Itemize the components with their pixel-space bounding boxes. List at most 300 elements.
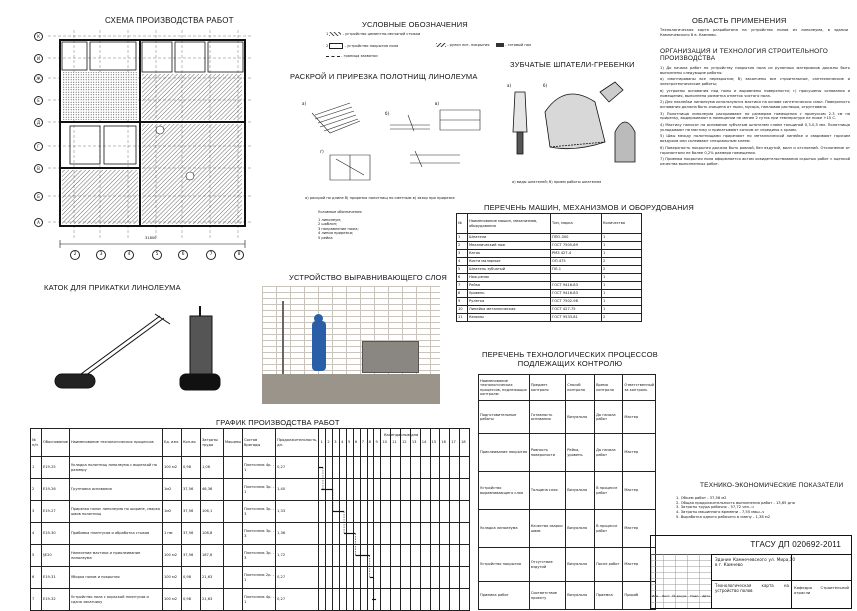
tep-item: 5. Выработка одного рабочего в смену - 1,38 м2 (676, 514, 771, 519)
table-row (479, 472, 656, 510)
cell: Е19-30 (42, 523, 70, 545)
day-cell (346, 589, 353, 611)
cell: 1 (602, 274, 642, 282)
day-cell (450, 545, 460, 567)
cell: Толщина слоя (529, 472, 565, 510)
axis-bubble: 2 (70, 250, 80, 260)
day-cell (450, 589, 460, 611)
day-cell (360, 523, 367, 545)
note-item: 2 шаблон; (318, 222, 338, 227)
cell: Плиточник 3р. - 1 (243, 479, 276, 501)
legend-title: УСЛОВНЫЕ ОБОЗНАЧЕНИЯ (362, 20, 468, 29)
axis-bubble: 5 (152, 250, 162, 260)
cell: ГОСТ 7505-89 (551, 242, 602, 250)
cell: До начала работ (595, 401, 623, 434)
col-header: Затраты труда (200, 429, 223, 457)
day-cell (374, 501, 381, 523)
table-row (457, 282, 642, 290)
col-header: Кол-во (181, 429, 200, 457)
day-cell (353, 457, 360, 479)
table-row (31, 545, 470, 567)
table-row (479, 401, 656, 434)
cell: Прораб (623, 582, 656, 610)
table-row (457, 306, 642, 314)
cell: 108,8 (200, 523, 223, 545)
cell: ГОСТ 9533-81 (551, 314, 602, 322)
cell: 11 (457, 314, 468, 322)
day-cell (410, 523, 420, 545)
cell: 4 (31, 523, 42, 545)
legend-swatch (329, 43, 343, 49)
cell: Визуально (566, 510, 595, 548)
day-cell (391, 589, 401, 611)
cell: Устройство пола с окраской плинтусов и сдача заказчику (69, 589, 162, 611)
worker-head (314, 314, 323, 323)
day-cell (367, 567, 374, 589)
cell: Прирезка полос линолеума по ширине, сварка швов полотнищ (69, 501, 162, 523)
cut-label-d: г) (320, 149, 324, 154)
axis-bubble: Е (34, 96, 43, 105)
day-cell (460, 479, 470, 501)
day-header: 18 (460, 429, 470, 457)
col-header: Продолжительность, дн. (276, 429, 319, 457)
cell: 10 (457, 306, 468, 314)
org-paragraph: в) устроены основания под полы и выровнены поверхности; г) просушены основания и помещения, выполнена разметка отметок чистого пола. (660, 88, 850, 98)
machines-table (456, 213, 642, 322)
worker-figure (312, 321, 326, 371)
cutting-caption: а) раскрой по длине б) прирезка полотнищ по сметным в) зазор при прирезке (305, 196, 455, 200)
table-row (457, 234, 642, 242)
day-cell (381, 567, 391, 589)
day-header: 4 (340, 429, 347, 457)
stamp-label: № докум. (672, 594, 688, 598)
day-cell (381, 589, 391, 611)
table-row (457, 258, 642, 266)
cell: 1 пм (162, 523, 181, 545)
cell: 37,56 (181, 523, 200, 545)
cell: 21,63 (200, 567, 223, 589)
day-header: 10 (381, 429, 391, 457)
cell: 7 (457, 282, 468, 290)
cell: ОП-475 (551, 258, 602, 266)
cell: ГОСТ 7502-98 (551, 298, 602, 306)
cell: После работ (595, 548, 623, 582)
cell: 2 (457, 242, 468, 250)
scope-title: ОБЛАСТЬ ПРИМЕНЕНИЯ (692, 16, 787, 25)
day-cell (420, 589, 430, 611)
cell: 1 (602, 290, 642, 298)
cell: ППО-300 (551, 234, 602, 242)
cell: Е19-26 (42, 479, 70, 501)
day-cell (460, 457, 470, 479)
cell: 1 (602, 242, 642, 250)
stamp-divider (711, 580, 851, 581)
cell: 100 м2 (162, 457, 181, 479)
day-cell (340, 545, 347, 567)
floor-plan-drawing (30, 26, 260, 258)
cell: 3 (31, 501, 42, 523)
cell: 1 (31, 457, 42, 479)
cell (223, 523, 242, 545)
tep-title: ТЕХНИКО-ЭКОНОМИЧЕСКИЕ ПОКАЗАТЕЛИ (700, 482, 844, 489)
cell: 21,63 (200, 589, 223, 611)
day-cell (440, 589, 450, 611)
col-header: Обоснование (42, 429, 70, 457)
day-cell (319, 567, 326, 589)
cell: Плиточник 3р. - 3 (243, 545, 276, 567)
day-cell (460, 589, 470, 611)
col-header: Количество (602, 214, 642, 234)
day-cell (374, 589, 381, 611)
processes-title-text: ПЕРЕЧЕНЬ ТЕХНОЛОГИЧЕСКИХ ПРОЦЕССОВ ПОДЛЕЖАЩИХ КОНТРОЛЮ (482, 350, 658, 368)
day-cell (360, 589, 367, 611)
cell: Мастер (623, 401, 656, 434)
axis-bubble: 6 (178, 250, 188, 260)
day-cell (420, 523, 430, 545)
cell: 187,6 (200, 545, 223, 567)
day-cell (319, 457, 326, 479)
plan-dimension: 31800 (145, 236, 157, 240)
table-row (479, 548, 656, 582)
day-cell (420, 457, 430, 479)
day-cell (326, 567, 333, 589)
day-cell (340, 567, 347, 589)
col-header: Ед. изм. (162, 429, 181, 457)
axis-bubble: 3 (96, 250, 106, 260)
stamp-label: Дата (702, 594, 710, 598)
day-cell (319, 523, 326, 545)
org-paragraph: 7) Приемка покрытия пола оформляется актом освидетельствования скрытых работ с оценкой качества выполненных работ. (660, 157, 850, 166)
table-header-row (31, 429, 470, 457)
day-cell (374, 479, 381, 501)
legend-swatch (496, 43, 504, 47)
day-cell (333, 523, 340, 545)
day-cell (381, 501, 391, 523)
day-cell (353, 589, 360, 611)
cell: Плиточник 4р. - 1 (243, 457, 276, 479)
day-cell (430, 457, 440, 479)
legend-num: 1 (326, 32, 329, 36)
tep-item: 3. Затраты труда рабочих - 57,72 чел.-ч (676, 505, 754, 510)
cut-label-c: в) (435, 101, 439, 106)
day-cell (367, 479, 374, 501)
table-row (457, 274, 642, 282)
stamp-vdivider (791, 554, 792, 608)
tep-item: 2. Общая продолжительность выполнения работ - 13,65 дня (676, 500, 795, 505)
org-paragraph: 2) Для наклейки линолеума используются мастики на основе синтетических смол. Поверхность основания должна быть очищена от пыли, мусора, наплывов раствора, огрунтована. (660, 100, 850, 109)
cell: Приемка (595, 582, 623, 610)
table-row (31, 501, 470, 523)
day-cell (319, 479, 326, 501)
axis-bubble: В (34, 164, 43, 173)
title-block (650, 535, 852, 609)
day-cell (391, 523, 401, 545)
legend-item (436, 43, 496, 47)
roller-title: КАТОК ДЛЯ ПРИКАТКИ ЛИНОЛЕУМА (44, 283, 181, 292)
legend-swatch (329, 32, 341, 36)
day-cell (374, 457, 381, 479)
cell: 1 (602, 282, 642, 290)
day-cell (333, 501, 340, 523)
spatula-sketch (505, 72, 645, 182)
tep-item: 4. Затраты машинного времени - 7,55 маш.-ч (676, 510, 765, 515)
col-header: Тип, марка (551, 214, 602, 234)
cell: Устройство выравнивающего слоя (479, 472, 530, 510)
table-row (31, 457, 470, 479)
cell: Устройство покрытия (479, 548, 530, 582)
stamp-building: Здание Камнечевского ул. Мира,10 в г. Камнево (715, 557, 795, 567)
col-header: Машины (223, 429, 242, 457)
day-cell (340, 479, 347, 501)
day-header: 12 (401, 429, 411, 457)
day-cell (360, 457, 367, 479)
cell (223, 501, 242, 523)
day-cell (381, 545, 391, 567)
tep-item: 1. Объем работ - 37,56 м2 (676, 496, 727, 500)
day-header: 14 (420, 429, 430, 457)
day-cell (450, 501, 460, 523)
note-item: 3 направление ножа; (318, 226, 359, 231)
day-header: 1 (319, 429, 326, 457)
day-cell (440, 523, 450, 545)
spatulas-caption: а) виды шпателей; б) прием работы шпателем (512, 180, 602, 184)
roller-sketch (40, 296, 240, 406)
day-cell (333, 589, 340, 611)
day-cell (346, 457, 353, 479)
day-cell (420, 479, 430, 501)
axis-bubble: К (34, 32, 43, 41)
day-cell (381, 523, 391, 545)
cutting-sketch (290, 85, 495, 195)
day-cell (360, 479, 367, 501)
org-paragraph: 3) Полотнища линолеума раскраивают по размерам помещения с припуском 2-3 см на прирезку, выдерживают в помещении не менее 2 суток при температуре не ниже +15 С. (660, 111, 850, 121)
cell: §Е20 (42, 545, 70, 567)
cell: 100 м2 (162, 567, 181, 589)
day-cell (420, 545, 430, 567)
axis-bubble: 7 (206, 250, 216, 260)
table-row (457, 250, 642, 258)
cell: 9 (457, 298, 468, 306)
day-cell (353, 545, 360, 567)
day-cell (353, 501, 360, 523)
col-header: № (457, 214, 468, 234)
cell: Шпатели (468, 234, 551, 242)
day-header: 9 (374, 429, 381, 457)
table-row (457, 290, 642, 298)
table-row (31, 567, 470, 589)
day-cell (450, 479, 460, 501)
table-row (457, 266, 642, 274)
col-header: Наименование машин, механизмов, оборудования (468, 214, 551, 234)
day-cell (401, 523, 411, 545)
day-cell (346, 501, 353, 523)
day-cell (367, 523, 374, 545)
org-paragraph: 6) Поверхность покрытия должна быть ровной, без вздутий, волн и отслоений. Отклонение от горизонтали не более 0,2% размера помещения. (660, 145, 850, 155)
scope-intro: Технологическая карта разработана на устройство полов из линолеума, в здании Камнечевского 8 в. Камнево. (660, 28, 848, 37)
day-cell (353, 523, 360, 545)
table-header-row (479, 375, 656, 401)
day-cell (410, 501, 420, 523)
cell: 0,98 (181, 589, 200, 611)
legend-text: - устройство цементно-песчаной стяжки (342, 32, 421, 36)
cell: 6 (457, 274, 468, 282)
day-cell (391, 567, 401, 589)
cell: Плиточник 3р. - 3 (243, 523, 276, 545)
day-cell (401, 545, 411, 567)
note-item: 4 линия прирезки; (318, 231, 354, 236)
cell: 1 (602, 234, 642, 242)
col-header: Способ контроля (566, 375, 595, 401)
axis-bubble: И (34, 54, 43, 63)
day-cell (401, 479, 411, 501)
cell: Шпатель зубчатый (468, 266, 551, 274)
cell (223, 545, 242, 567)
axis-bubble: 4 (124, 250, 134, 260)
cell: Е19-25 (42, 457, 70, 479)
cell: Уборка полов и покрытия (69, 567, 162, 589)
cell: Нож-резак (468, 274, 551, 282)
cell: 0,98 (181, 457, 200, 479)
day-header: 17 (450, 429, 460, 457)
org-title: ОРГАНИЗАЦИЯ И ТЕХНОЛОГИЯ СТРОИТЕЛЬНОГО ПРОИЗВОДСТВА (660, 48, 828, 62)
day-cell (326, 501, 333, 523)
day-cell (410, 457, 420, 479)
day-cell (333, 545, 340, 567)
cell: В процессе работ (595, 472, 623, 510)
day-cell (430, 523, 440, 545)
day-cell (410, 479, 420, 501)
cell: Прибивка плинтусов и обработка стыков (69, 523, 162, 545)
day-header: 5 (346, 429, 353, 457)
day-cell (319, 501, 326, 523)
org-paragraph: 4) Мастику наносят на основание зубчатым шпателем слоем толщиной 0,3-0,5 мм. Полотнища укладывают на мастику и прикатывают катком от середины к краям. (660, 123, 850, 132)
cell: 5 (31, 545, 42, 567)
table-row (457, 314, 642, 322)
cell (223, 589, 242, 611)
cell: 2 (602, 266, 642, 274)
cell: Приклеивание покрытия (479, 434, 530, 472)
cell: 4 (457, 258, 468, 266)
col-header: № п/п (31, 429, 42, 457)
day-cell (430, 567, 440, 589)
col-header: Ответственный за контроль (623, 375, 656, 401)
cell: 3 (457, 250, 468, 258)
cell: 1м2 (162, 479, 181, 501)
cell: 6 (31, 567, 42, 589)
day-cell (410, 567, 420, 589)
cell: ГОСТ 427-75 (551, 306, 602, 314)
legend-num: 2 (326, 44, 329, 48)
day-header: 11 (391, 429, 401, 457)
org-paragraph: 5) Швы между полотнищами прирезают по металлической линейке и сваривают горячим воздухом или склеивают специальным клеем. (660, 134, 850, 144)
day-cell (374, 567, 381, 589)
day-cell (401, 501, 411, 523)
cell: 1 (602, 298, 642, 306)
table-row (457, 298, 642, 306)
cell: Качество сварки швов (529, 510, 565, 548)
day-cell (367, 457, 374, 479)
day-header: 7 (360, 429, 367, 457)
cell: 46,36 (200, 479, 223, 501)
cell: Приемка работ (479, 582, 530, 610)
cell: ГОСТ 9416-83 (551, 290, 602, 298)
spatulas-title: ЗУБЧАТЫЕ ШПАТЕЛИ-ГРЕБЕНКИ (510, 60, 635, 69)
cell: Мастер (623, 434, 656, 472)
day-cell (401, 457, 411, 479)
cell: Укладка линолеума (479, 510, 530, 548)
cell: 1,06 (200, 457, 223, 479)
day-cell (326, 545, 333, 567)
schedule-table (30, 428, 470, 611)
day-cell (367, 545, 374, 567)
day-cell (367, 589, 374, 611)
stamp-sheet-name: Технологическая карта на устройство полов (715, 583, 789, 593)
cell: До начала работ (595, 434, 623, 472)
cell: 1 (457, 234, 468, 242)
cell: 1,33 (276, 501, 319, 523)
day-cell (391, 479, 401, 501)
cell: Рейка (468, 282, 551, 290)
day-cell (440, 545, 450, 567)
cell: 1м2 (162, 501, 181, 523)
cell: Мастер (623, 472, 656, 510)
day-cell (374, 545, 381, 567)
day-cell (391, 501, 401, 523)
legend-text: - граница захватки (341, 54, 378, 58)
legend-item (326, 54, 526, 58)
day-cell (460, 567, 470, 589)
cell: 1,36 (276, 523, 319, 545)
cell: Грунтовка основания (69, 479, 162, 501)
legend-item (496, 43, 556, 47)
cell (223, 457, 242, 479)
table-row (479, 582, 656, 610)
leveling-title: УСТРОЙСТВО ВЫРАВНИВАЮЩЕГО СЛОЯ (289, 273, 448, 282)
axis-bubble: Д (34, 118, 43, 127)
cell: 106,1 (200, 501, 223, 523)
stamp-label: Подп. (690, 594, 700, 598)
day-cell (460, 545, 470, 567)
legend-swatch (326, 56, 340, 57)
cell: 1,40 (276, 479, 319, 501)
cell: Каток (468, 250, 551, 258)
cell: 0,27 (276, 567, 319, 589)
cutting-notes (318, 218, 418, 240)
calendar-header-label: Календарные дни (384, 433, 419, 437)
cell: Рулетка (468, 298, 551, 306)
day-cell (346, 545, 353, 567)
cell: Механический нож (468, 242, 551, 250)
legend-swatch (436, 43, 446, 47)
stamp-revision-grid (651, 554, 712, 608)
cutting-notes-title: Условные обозначения (318, 210, 362, 214)
scheme-title: СХЕМА ПРОИЗВОДСТВА РАБОТ (105, 16, 234, 25)
floor-plan (30, 26, 260, 258)
processes-title (470, 350, 670, 368)
day-cell (450, 457, 460, 479)
cell: Линейка металлическая (468, 306, 551, 314)
day-cell (440, 567, 450, 589)
day-cell (346, 567, 353, 589)
org-paragraph: а) смонтированы все перекрытия; б) закончены все строительные, сантехнические и электротехнические работы; (660, 77, 850, 87)
day-cell (420, 567, 430, 589)
day-cell (430, 545, 440, 567)
day-cell (430, 479, 440, 501)
table-row (31, 479, 470, 501)
day-cell (460, 501, 470, 523)
cell (223, 479, 242, 501)
day-header: 2 (326, 429, 333, 457)
